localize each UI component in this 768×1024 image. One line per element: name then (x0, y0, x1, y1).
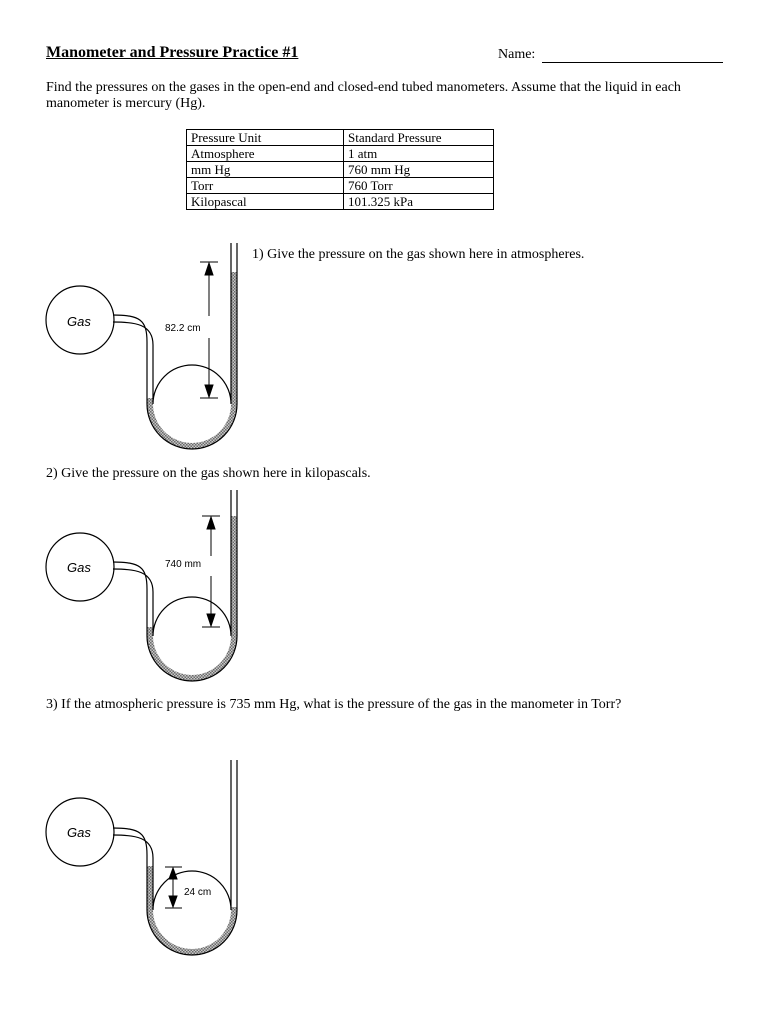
table-cell: mm Hg (187, 162, 344, 178)
u-tube-3 (113, 760, 237, 955)
measurement-label-3: 24 cm (184, 887, 212, 898)
gas-label-3: Gas (67, 825, 91, 840)
measurement-label-2: 740 mm (165, 559, 202, 570)
table-cell: 760 mm Hg (344, 162, 494, 178)
question-3-text: 3) If the atmospheric pressure is 735 mm Hg, what is the pressure of the gas in the manometer in Torr? (46, 697, 622, 712)
instructions-text: Find the pressures on the gases in the open-end and closed-end tubed manometers. Assume that the liquid in each manometer is mercury (Hg). (46, 80, 681, 111)
table-cell: Atmosphere (187, 146, 344, 162)
table-header-cell: Standard Pressure (344, 130, 494, 146)
table-header-cell: Pressure Unit (187, 130, 344, 146)
table-cell: Torr (187, 178, 344, 194)
worksheet-title: Manometer and Pressure Practice #1 (46, 44, 299, 61)
gas-label-1: Gas (67, 314, 91, 329)
gas-label-2: Gas (67, 560, 91, 575)
table-cell: 101.325 kPa (344, 194, 494, 210)
name-label: Name: (498, 47, 536, 62)
measurement-label-1: 82.2 cm (165, 323, 201, 334)
table-cell: 1 atm (344, 146, 494, 162)
question-2-text: 2) Give the pressure on the gas shown here in kilopascals. (46, 466, 371, 481)
table-cell: Kilopascal (187, 194, 344, 210)
gas-bulb-3 (46, 798, 114, 866)
table-cell: 760 Torr (344, 178, 494, 194)
question-1-text: 1) Give the pressure on the gas shown here in atmospheres. (252, 247, 585, 262)
